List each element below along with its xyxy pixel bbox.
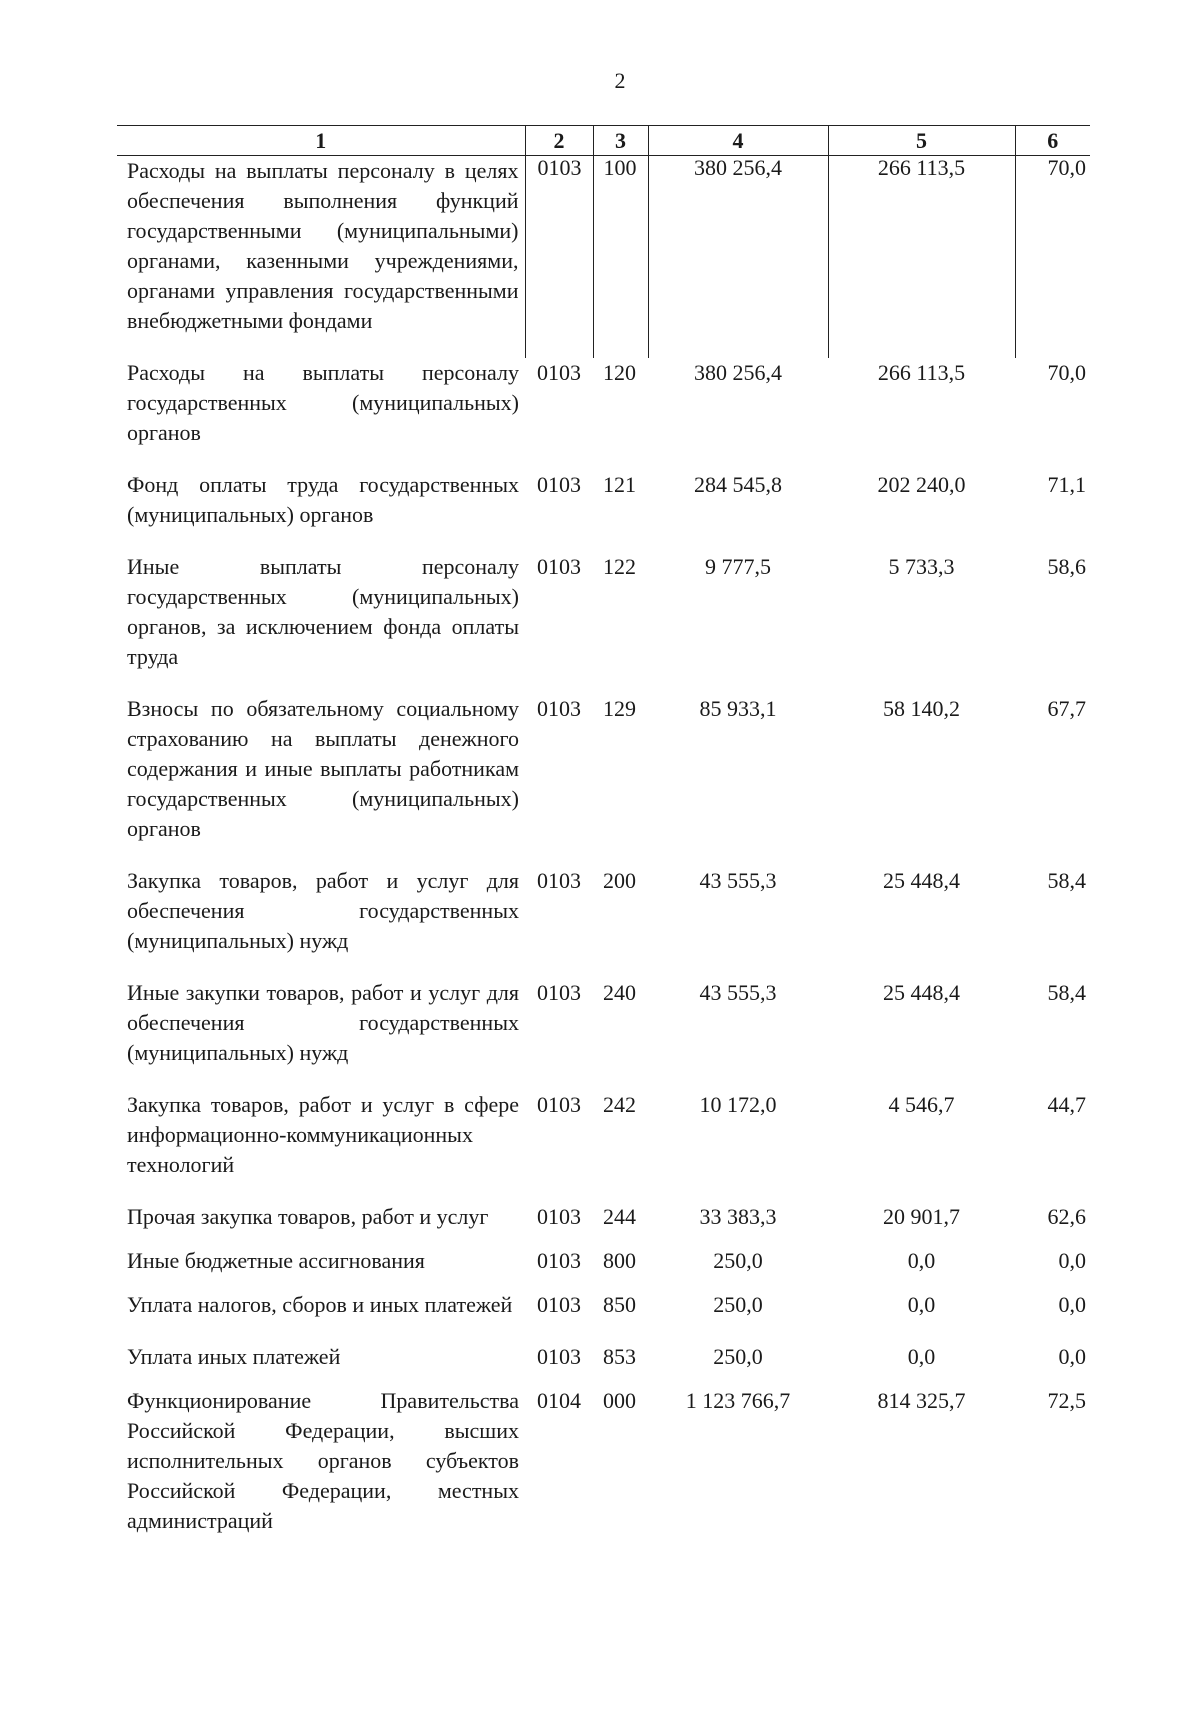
row-section-code: 0104: [537, 1388, 581, 1413]
row-name: Фонд оплаты труда государственных (муниципальных) органов: [127, 472, 519, 527]
row-percent: 71,1: [1047, 472, 1086, 497]
table-row: [117, 1290, 1090, 1342]
table-row: [117, 358, 1090, 470]
row-plan-value: 284 545,8: [694, 472, 782, 497]
row-expense-type: 800: [603, 1248, 636, 1273]
table-row: [117, 866, 1090, 978]
row-plan-value: 250,0: [713, 1248, 763, 1273]
row-expense-type: 200: [603, 868, 636, 893]
row-percent: 70,0: [1015, 156, 1090, 359]
row-name: Закупка товаров, работ и услуг для обеспечения государственных (муниципальных) нужд: [127, 868, 519, 953]
row-expense-type: 129: [603, 696, 636, 721]
row-section-code: 0103: [537, 1248, 581, 1273]
row-expense-type: 100: [593, 156, 648, 359]
row-section-code: 0103: [537, 1344, 581, 1369]
row-name: Уплата иных платежей: [127, 1344, 341, 1369]
column-header: 2: [525, 126, 593, 156]
row-plan-value: 1 123 766,7: [685, 1388, 791, 1413]
row-name: Функционирование Правительства Российской Федерации, высших исполнительных органов субъектов Российской Федерации, местных администраций: [127, 1388, 519, 1533]
row-name: Иные бюджетные ассигнования: [127, 1248, 425, 1273]
column-header: 6: [1015, 126, 1090, 156]
column-header: 1: [117, 126, 525, 156]
row-percent: 0,0: [1058, 1248, 1086, 1273]
row-plan-value: 250,0: [713, 1344, 763, 1369]
row-percent: 70,0: [1047, 360, 1086, 385]
row-section-code: 0103: [537, 980, 581, 1005]
row-fact-value: 20 901,7: [883, 1204, 960, 1229]
row-percent: 44,7: [1047, 1092, 1086, 1117]
row-expense-type: 242: [603, 1092, 636, 1117]
row-plan-value: 33 383,3: [699, 1204, 777, 1229]
page-number: 2: [614, 68, 626, 93]
row-section-code: 0103: [537, 696, 581, 721]
row-fact-value: 0,0: [907, 1248, 936, 1273]
row-fact-value: 25 448,4: [883, 980, 960, 1005]
row-fact-value: 0,0: [907, 1292, 936, 1317]
row-expense-type: 122: [603, 554, 636, 579]
row-plan-value: 10 172,0: [699, 1092, 777, 1117]
budget-table: [117, 125, 1090, 1536]
column-header: 5: [828, 126, 1015, 156]
row-percent: 72,5: [1047, 1388, 1086, 1413]
row-expense-type: 850: [603, 1292, 636, 1317]
table-row: [117, 1342, 1090, 1386]
row-name: Уплата налогов, сборов и иных платежей: [127, 1292, 513, 1317]
table-row: [117, 978, 1090, 1090]
row-name: Иные закупки товаров, работ и услуг для обеспечения государственных (муниципальных) нужд: [127, 980, 519, 1065]
row-plan-value: 43 555,3: [699, 868, 777, 893]
row-section-code: 0103: [537, 1204, 581, 1229]
table-row: [117, 694, 1090, 866]
row-expense-type: 000: [603, 1388, 636, 1413]
row-name: Взносы по обязательному социальному страхованию на выплаты денежного содержания и иные выплаты работникам государственных (муниципальных) органов: [127, 696, 519, 841]
table-row: [117, 552, 1090, 694]
row-plan-value: 380 256,4: [648, 156, 828, 359]
row-fact-value: 58 140,2: [883, 696, 960, 721]
row-expense-type: 121: [603, 472, 636, 497]
row-expense-type: 240: [603, 980, 636, 1005]
row-section-code: 0103: [537, 868, 581, 893]
row-section-code: 0103: [537, 1092, 581, 1117]
row-percent: 0,0: [1058, 1344, 1086, 1369]
row-percent: 67,7: [1047, 696, 1086, 721]
row-plan-value: 250,0: [713, 1292, 763, 1317]
row-plan-value: 43 555,3: [699, 980, 777, 1005]
row-section-code: 0103: [525, 156, 593, 359]
row-fact-value: 4 546,7: [888, 1092, 955, 1117]
row-name: Расходы на выплаты персоналу государственных (муниципальных) органов: [127, 360, 519, 445]
row-section-code: 0103: [537, 554, 581, 579]
row-fact-value: 5 733,3: [888, 554, 955, 579]
row-section-code: 0103: [537, 360, 581, 385]
header-row: [117, 126, 1090, 156]
row-percent: 0,0: [1058, 1292, 1086, 1317]
row-percent: 58,4: [1047, 868, 1086, 893]
row-fact-value: 25 448,4: [883, 868, 960, 893]
column-header: 3: [593, 126, 648, 156]
row-section-code: 0103: [537, 1292, 581, 1317]
row-fact-value: 202 240,0: [877, 472, 966, 497]
table-row: [117, 1386, 1090, 1536]
row-expense-type: 853: [603, 1344, 636, 1369]
row-name: Закупка товаров, работ и услуг в сфере информационно-коммуникационных технологий: [127, 1092, 519, 1177]
row-name: Прочая закупка товаров, работ и услуг: [127, 1204, 489, 1229]
table-row: [117, 1246, 1090, 1290]
row-fact-value: 0,0: [907, 1344, 936, 1369]
table-row: [117, 156, 1090, 359]
row-plan-value: 85 933,1: [699, 696, 777, 721]
row-fact-value: 266 113,5: [877, 360, 966, 385]
row-fact-value: 266 113,5: [828, 156, 1015, 359]
table-row: [117, 1202, 1090, 1246]
column-header: 4: [648, 126, 828, 156]
row-name: Расходы на выплаты персоналу в целях обеспечения выполнения функций государственными (муниципальными) органами, казенными учреждениями, органами управления государственными внебюджетными фондами: [127, 158, 519, 333]
row-percent: 58,6: [1047, 554, 1086, 579]
row-plan-value: 9 777,5: [705, 554, 771, 579]
row-section-code: 0103: [537, 472, 581, 497]
row-percent: 62,6: [1047, 1204, 1086, 1229]
table-row: [117, 470, 1090, 552]
row-name: Иные выплаты персоналу государственных (муниципальных) органов, за исключением фонда оплаты труда: [127, 554, 519, 669]
budget-table-container: [117, 125, 1090, 1536]
row-fact-value: 814 325,7: [877, 1388, 966, 1413]
row-expense-type: 244: [603, 1204, 636, 1229]
row-percent: 58,4: [1047, 980, 1086, 1005]
row-plan-value: 380 256,4: [694, 360, 782, 385]
row-expense-type: 120: [603, 360, 636, 385]
table-row: [117, 1090, 1090, 1202]
